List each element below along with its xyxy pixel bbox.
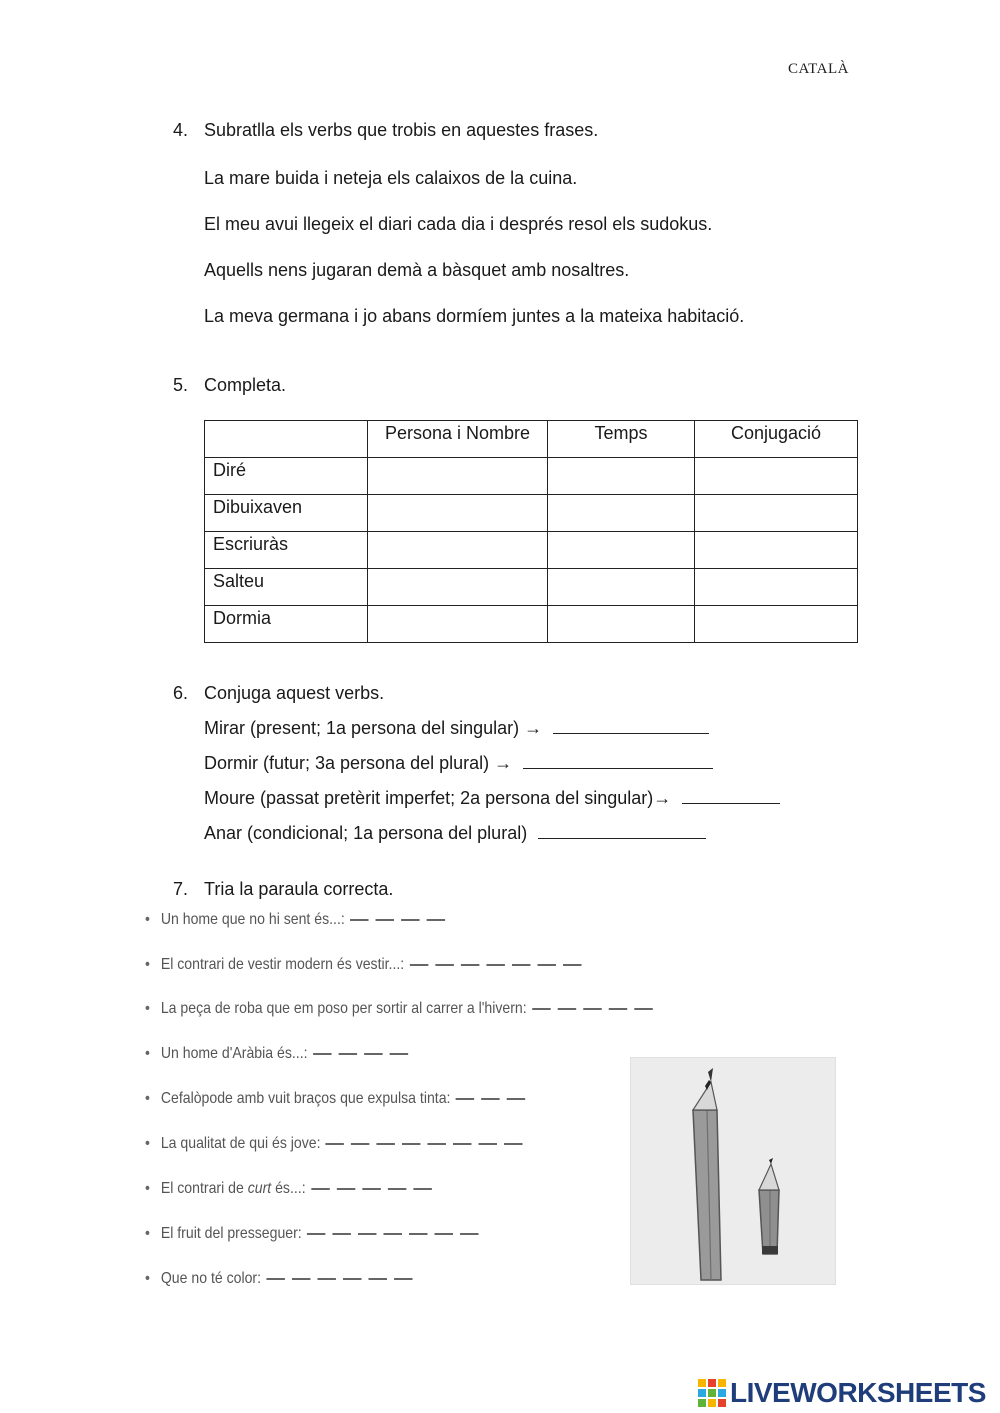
bullet: •	[145, 1090, 150, 1108]
letter-blank[interactable]	[338, 1053, 356, 1055]
letter-blanks[interactable]	[350, 911, 452, 929]
letter-blank[interactable]	[368, 1278, 386, 1280]
answer-cell[interactable]	[548, 458, 695, 495]
long-pencil-icon	[693, 1068, 721, 1280]
answer-cell[interactable]	[368, 532, 548, 569]
riddle-text: El contrari de vestir modern és vestir...:	[160, 956, 405, 974]
answer-cell[interactable]	[695, 532, 858, 569]
bullet: •	[145, 1270, 150, 1288]
pencils-image	[630, 1057, 836, 1285]
table-header-cell: Temps	[548, 421, 695, 458]
letter-blanks[interactable]	[456, 1090, 533, 1108]
letter-blank[interactable]	[387, 1188, 405, 1190]
letter-blank[interactable]	[358, 1233, 376, 1235]
conjugation-label: Dormir (futur; 3a persona del plural) →	[204, 753, 513, 773]
letter-blank[interactable]	[413, 1188, 431, 1190]
pencils-illustration	[631, 1058, 835, 1284]
table-header-cell	[205, 421, 368, 458]
riddle-text: Que no té color:	[160, 1270, 262, 1288]
riddle-item	[145, 1135, 530, 1153]
verb-cell: Salteu	[205, 569, 368, 606]
letter-blank[interactable]	[351, 1143, 369, 1145]
answer-cell[interactable]	[548, 606, 695, 643]
letter-blank[interactable]	[409, 964, 427, 966]
letter-blanks[interactable]	[409, 956, 588, 974]
letter-blank[interactable]	[326, 1143, 344, 1145]
riddle-text: Un home d'Aràbia és...:	[160, 1045, 308, 1063]
bullet: •	[145, 1045, 150, 1063]
answer-cell[interactable]	[548, 495, 695, 532]
letter-blanks[interactable]	[532, 1000, 660, 1018]
bullet: •	[145, 1180, 150, 1198]
short-pencil-icon	[759, 1158, 779, 1254]
answer-blank[interactable]	[682, 787, 780, 804]
letter-blank[interactable]	[507, 1098, 525, 1100]
letter-blank[interactable]	[401, 919, 419, 921]
conjugation-line	[204, 717, 709, 739]
q5-number: 5.	[173, 375, 189, 395]
q4-sentence[interactable]: El meu avui llegeix el diari cada dia i després resol els sudokus.	[204, 214, 713, 234]
bullet: •	[145, 1135, 150, 1153]
table-row	[205, 532, 858, 569]
bullet: •	[145, 1225, 150, 1243]
letter-blank[interactable]	[376, 919, 394, 921]
answer-cell[interactable]	[368, 495, 548, 532]
letter-blank[interactable]	[435, 1233, 453, 1235]
answer-cell[interactable]	[368, 606, 548, 643]
letter-blank[interactable]	[389, 1053, 407, 1055]
riddle-text: Cefalòpode amb vuit braços que expulsa tinta:	[160, 1090, 451, 1108]
verb-table	[204, 420, 858, 643]
riddle-text-after: és...:	[271, 1180, 306, 1198]
conjugation-line	[204, 752, 713, 774]
riddle-text: La peça de roba que em poso per sortir al carrer a l'hivern:	[160, 1000, 527, 1018]
q7-number: 7.	[173, 879, 189, 899]
letter-blank[interactable]	[481, 1098, 499, 1100]
letter-blank[interactable]	[402, 1143, 420, 1145]
answer-blank[interactable]	[538, 822, 706, 839]
answer-blank[interactable]	[523, 752, 713, 769]
letter-blank[interactable]	[343, 1278, 361, 1280]
bullet: •	[145, 911, 150, 929]
bullet: •	[145, 956, 150, 974]
letter-blank[interactable]	[311, 1188, 329, 1190]
answer-cell[interactable]	[368, 458, 548, 495]
liveworksheets-logo[interactable]	[698, 1377, 986, 1409]
verb-cell: Dibuixaven	[205, 495, 368, 532]
answer-cell[interactable]	[695, 569, 858, 606]
letter-blank[interactable]	[336, 1188, 354, 1190]
letter-blank[interactable]	[333, 1233, 351, 1235]
riddle-item	[145, 1090, 532, 1108]
riddle-item	[145, 1225, 486, 1243]
table-header-cell: Conjugació	[695, 421, 858, 458]
liveworksheets-icon	[698, 1379, 726, 1407]
q6-prompt: Conjuga aquest verbs.	[204, 683, 385, 703]
letter-blank[interactable]	[453, 1143, 471, 1145]
q4-sentence[interactable]: La mare buida i neteja els calaixos de la cuina.	[204, 168, 578, 188]
table-header-cell: Persona i Nombre	[368, 421, 548, 458]
table-row	[205, 495, 858, 532]
conjugation-line	[204, 822, 706, 844]
letter-blank[interactable]	[486, 964, 504, 966]
letter-blank[interactable]	[557, 1008, 575, 1010]
table-row	[205, 458, 858, 495]
letter-blank[interactable]	[583, 1008, 601, 1010]
riddle-text: Un home que no hi sent és...:	[160, 911, 345, 929]
riddle-text-emphasis: curt	[247, 1180, 272, 1198]
riddle-text-before: El contrari de	[160, 1180, 248, 1198]
riddle-item	[145, 911, 452, 929]
letter-blank[interactable]	[532, 1008, 550, 1010]
letter-blank[interactable]	[460, 1233, 478, 1235]
letter-blank[interactable]	[377, 1143, 395, 1145]
table-row	[205, 569, 858, 606]
letter-blank[interactable]	[362, 1188, 380, 1190]
letter-blank[interactable]	[384, 1233, 402, 1235]
letter-blank[interactable]	[461, 964, 479, 966]
answer-cell[interactable]	[548, 532, 695, 569]
riddle-item	[145, 1000, 660, 1018]
conjugation-label: Anar (condicional; 1a persona del plural)	[204, 823, 528, 843]
letter-blank[interactable]	[350, 919, 368, 921]
letter-blank[interactable]	[317, 1278, 335, 1280]
answer-cell[interactable]	[548, 569, 695, 606]
answer-cell[interactable]	[368, 569, 548, 606]
verb-cell: Diré	[205, 458, 368, 495]
letter-blank[interactable]	[609, 1008, 627, 1010]
riddle-item	[145, 1270, 419, 1288]
table-row	[205, 606, 858, 643]
q6-number: 6.	[173, 683, 189, 703]
letter-blank[interactable]	[292, 1278, 310, 1280]
letter-blank[interactable]	[364, 1053, 382, 1055]
subject-header: CATALÀ	[788, 61, 849, 77]
letter-blank[interactable]	[537, 964, 555, 966]
conjugation-label: Mirar (present; 1a persona del singular) →	[204, 718, 543, 738]
letter-blanks[interactable]	[307, 1225, 486, 1243]
answer-cell[interactable]	[695, 458, 858, 495]
letter-blank[interactable]	[504, 1143, 522, 1145]
letter-blanks[interactable]	[311, 1180, 439, 1198]
riddle-item	[145, 1180, 438, 1198]
conjugation-line	[204, 787, 780, 809]
letter-blank[interactable]	[428, 1143, 446, 1145]
bullet: •	[145, 1000, 150, 1018]
conjugation-label: Moure (passat pretèrit imperfet; 2a persona del singular)→	[204, 788, 672, 808]
letter-blank[interactable]	[512, 964, 530, 966]
q4-sentence[interactable]: La meva germana i jo abans dormíem juntes a la mateixa habitació.	[204, 306, 745, 326]
letter-blanks[interactable]	[326, 1135, 530, 1153]
verb-cell: Escriuràs	[205, 532, 368, 569]
letter-blank[interactable]	[634, 1008, 652, 1010]
letter-blank[interactable]	[427, 919, 445, 921]
answer-blank[interactable]	[553, 717, 709, 734]
q4-prompt: Subratlla els verbs que trobis en aquestes frases.	[204, 120, 599, 140]
letter-blank[interactable]	[313, 1053, 331, 1055]
riddle-item	[145, 956, 588, 974]
letter-blank[interactable]	[394, 1278, 412, 1280]
letter-blank[interactable]	[307, 1233, 325, 1235]
letter-blank[interactable]	[479, 1143, 497, 1145]
riddle-text: La qualitat de qui és jove:	[160, 1135, 321, 1153]
letter-blank[interactable]	[456, 1098, 474, 1100]
letter-blanks[interactable]	[313, 1045, 415, 1063]
brand-name: LIVEWORKSHEETS	[730, 1377, 986, 1408]
q4-number: 4.	[173, 120, 189, 140]
riddle-item	[145, 1045, 415, 1063]
letter-blank[interactable]	[266, 1278, 284, 1280]
riddle-text: El fruit del presseguer:	[160, 1225, 302, 1243]
answer-cell[interactable]	[695, 606, 858, 643]
q4-sentence[interactable]: Aquells nens jugaran demà a bàsquet amb nosaltres.	[204, 260, 630, 280]
answer-cell[interactable]	[695, 495, 858, 532]
letter-blank[interactable]	[563, 964, 581, 966]
verb-cell: Dormia	[205, 606, 368, 643]
table-header-row	[205, 421, 858, 458]
letter-blank[interactable]	[409, 1233, 427, 1235]
q7-prompt: Tria la paraula correcta.	[204, 879, 394, 899]
letter-blank[interactable]	[435, 964, 453, 966]
q5-prompt: Completa.	[204, 375, 287, 395]
letter-blanks[interactable]	[266, 1270, 419, 1288]
